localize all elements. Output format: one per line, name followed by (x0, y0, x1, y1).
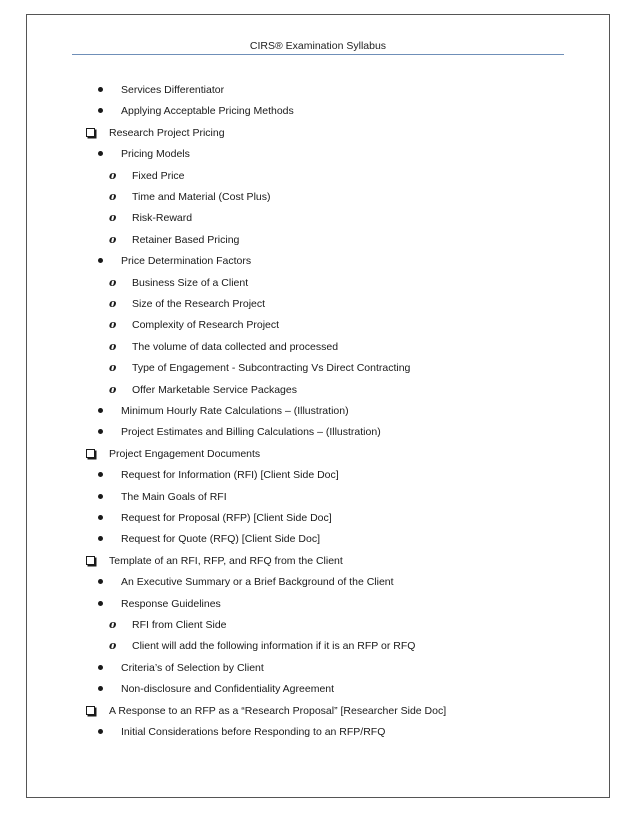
round-bullet-icon (98, 489, 110, 505)
checkbox-square-bullet-icon (86, 125, 98, 141)
outline-item-label: Initial Considerations before Responding to an RFP/RFQ (121, 726, 386, 738)
outline-item-label: Type of Engagement - Subcontracting Vs Direct Contracting (132, 362, 411, 375)
circle-o-bullet-icon: o (109, 318, 117, 332)
circle-o-bullet-icon: o (109, 361, 117, 375)
round-bullet-icon (98, 574, 110, 590)
outline-item-label: A Response to an RFP as a “Research Proposal” [Researcher Side Doc] (109, 704, 447, 717)
outline-item-label: Services Differentiator (121, 84, 225, 96)
outline-item-label: Pricing Models (121, 148, 190, 161)
outline-item-label: Offer Marketable Service Packages (132, 383, 297, 396)
circle-o-bullet-icon: o (109, 382, 117, 396)
round-bullet-icon (98, 660, 110, 676)
outline-item-label: The Main Goals of RFI (121, 490, 227, 503)
outline-item-label: Minimum Hourly Rate Calculations – (Illustration) (121, 405, 349, 417)
outline-item-label: Price Determination Factors (121, 255, 252, 268)
circle-o-bullet-icon: o (109, 339, 117, 353)
round-bullet-icon (98, 424, 110, 440)
outline-item-label: An Executive Summary or a Brief Background of the Client (121, 576, 394, 589)
outline-item-label: Applying Acceptable Pricing Methods (121, 105, 294, 118)
round-bullet-icon (98, 681, 110, 697)
page-header-title: CIRS® Examination Syllabus (249, 40, 387, 52)
outline-item-label: Fixed Price (132, 169, 185, 182)
outline-item-label: Risk-Reward (132, 212, 193, 225)
circle-o-bullet-icon: o (109, 211, 117, 225)
header-rule (72, 54, 564, 55)
circle-o-bullet-icon: o (109, 639, 117, 653)
round-bullet-icon (98, 531, 110, 547)
round-bullet-icon (98, 103, 110, 119)
round-bullet-icon (98, 596, 110, 612)
outline-item-label: Request for Proposal (RFP) [Client Side Doc] (121, 512, 332, 524)
round-bullet-icon (98, 467, 110, 483)
outline-item-label: Criteria’s of Selection by Client (121, 661, 264, 674)
outline-item-label: Request for Quote (RFQ) [Client Side Doc] (121, 533, 320, 546)
outline-item-label: Response Guidelines (121, 597, 221, 610)
round-bullet-icon (98, 403, 110, 419)
circle-o-bullet-icon: o (109, 232, 117, 246)
checkbox-square-bullet-icon (86, 703, 98, 719)
outline-item-label: Size of the Research Project (132, 298, 266, 310)
outline-item-label: Complexity of Research Project (132, 319, 280, 332)
round-bullet-icon (98, 253, 110, 269)
outline-item-label: Retainer Based Pricing (132, 233, 240, 246)
outline-item-label: Research Project Pricing (109, 126, 225, 139)
outline-item-label: Project Estimates and Billing Calculations – (Illustration) (121, 426, 381, 439)
outline-item-label: Non-disclosure and Confidentiality Agreement (121, 683, 335, 696)
outline-item-label: RFI from Client Side (132, 619, 227, 631)
outline-item-label: The volume of data collected and processed (132, 340, 339, 353)
outline-item-label: Business Size of a Client (132, 276, 249, 289)
circle-o-bullet-icon: o (109, 168, 117, 182)
outline-item-label: Client will add the following information if it is an RFP or RFQ (132, 640, 416, 653)
outline-item-label: Time and Material (Cost Plus) (132, 191, 271, 203)
outline-item-label: Template of an RFI, RFP, and RFQ from the Client (109, 554, 343, 567)
round-bullet-icon (98, 82, 110, 98)
round-bullet-icon (98, 510, 110, 526)
round-bullet-icon (98, 146, 110, 162)
checkbox-square-bullet-icon (86, 553, 98, 569)
checkbox-square-bullet-icon (86, 446, 98, 462)
round-bullet-icon (98, 724, 110, 740)
outline-item-label: Request for Information (RFI) [Client Side Doc] (121, 469, 339, 482)
circle-o-bullet-icon: o (109, 618, 117, 631)
circle-o-bullet-icon: o (109, 297, 117, 310)
outline-item-label: Project Engagement Documents (109, 447, 261, 460)
circle-o-bullet-icon: o (109, 190, 117, 203)
circle-o-bullet-icon: o (109, 275, 117, 289)
